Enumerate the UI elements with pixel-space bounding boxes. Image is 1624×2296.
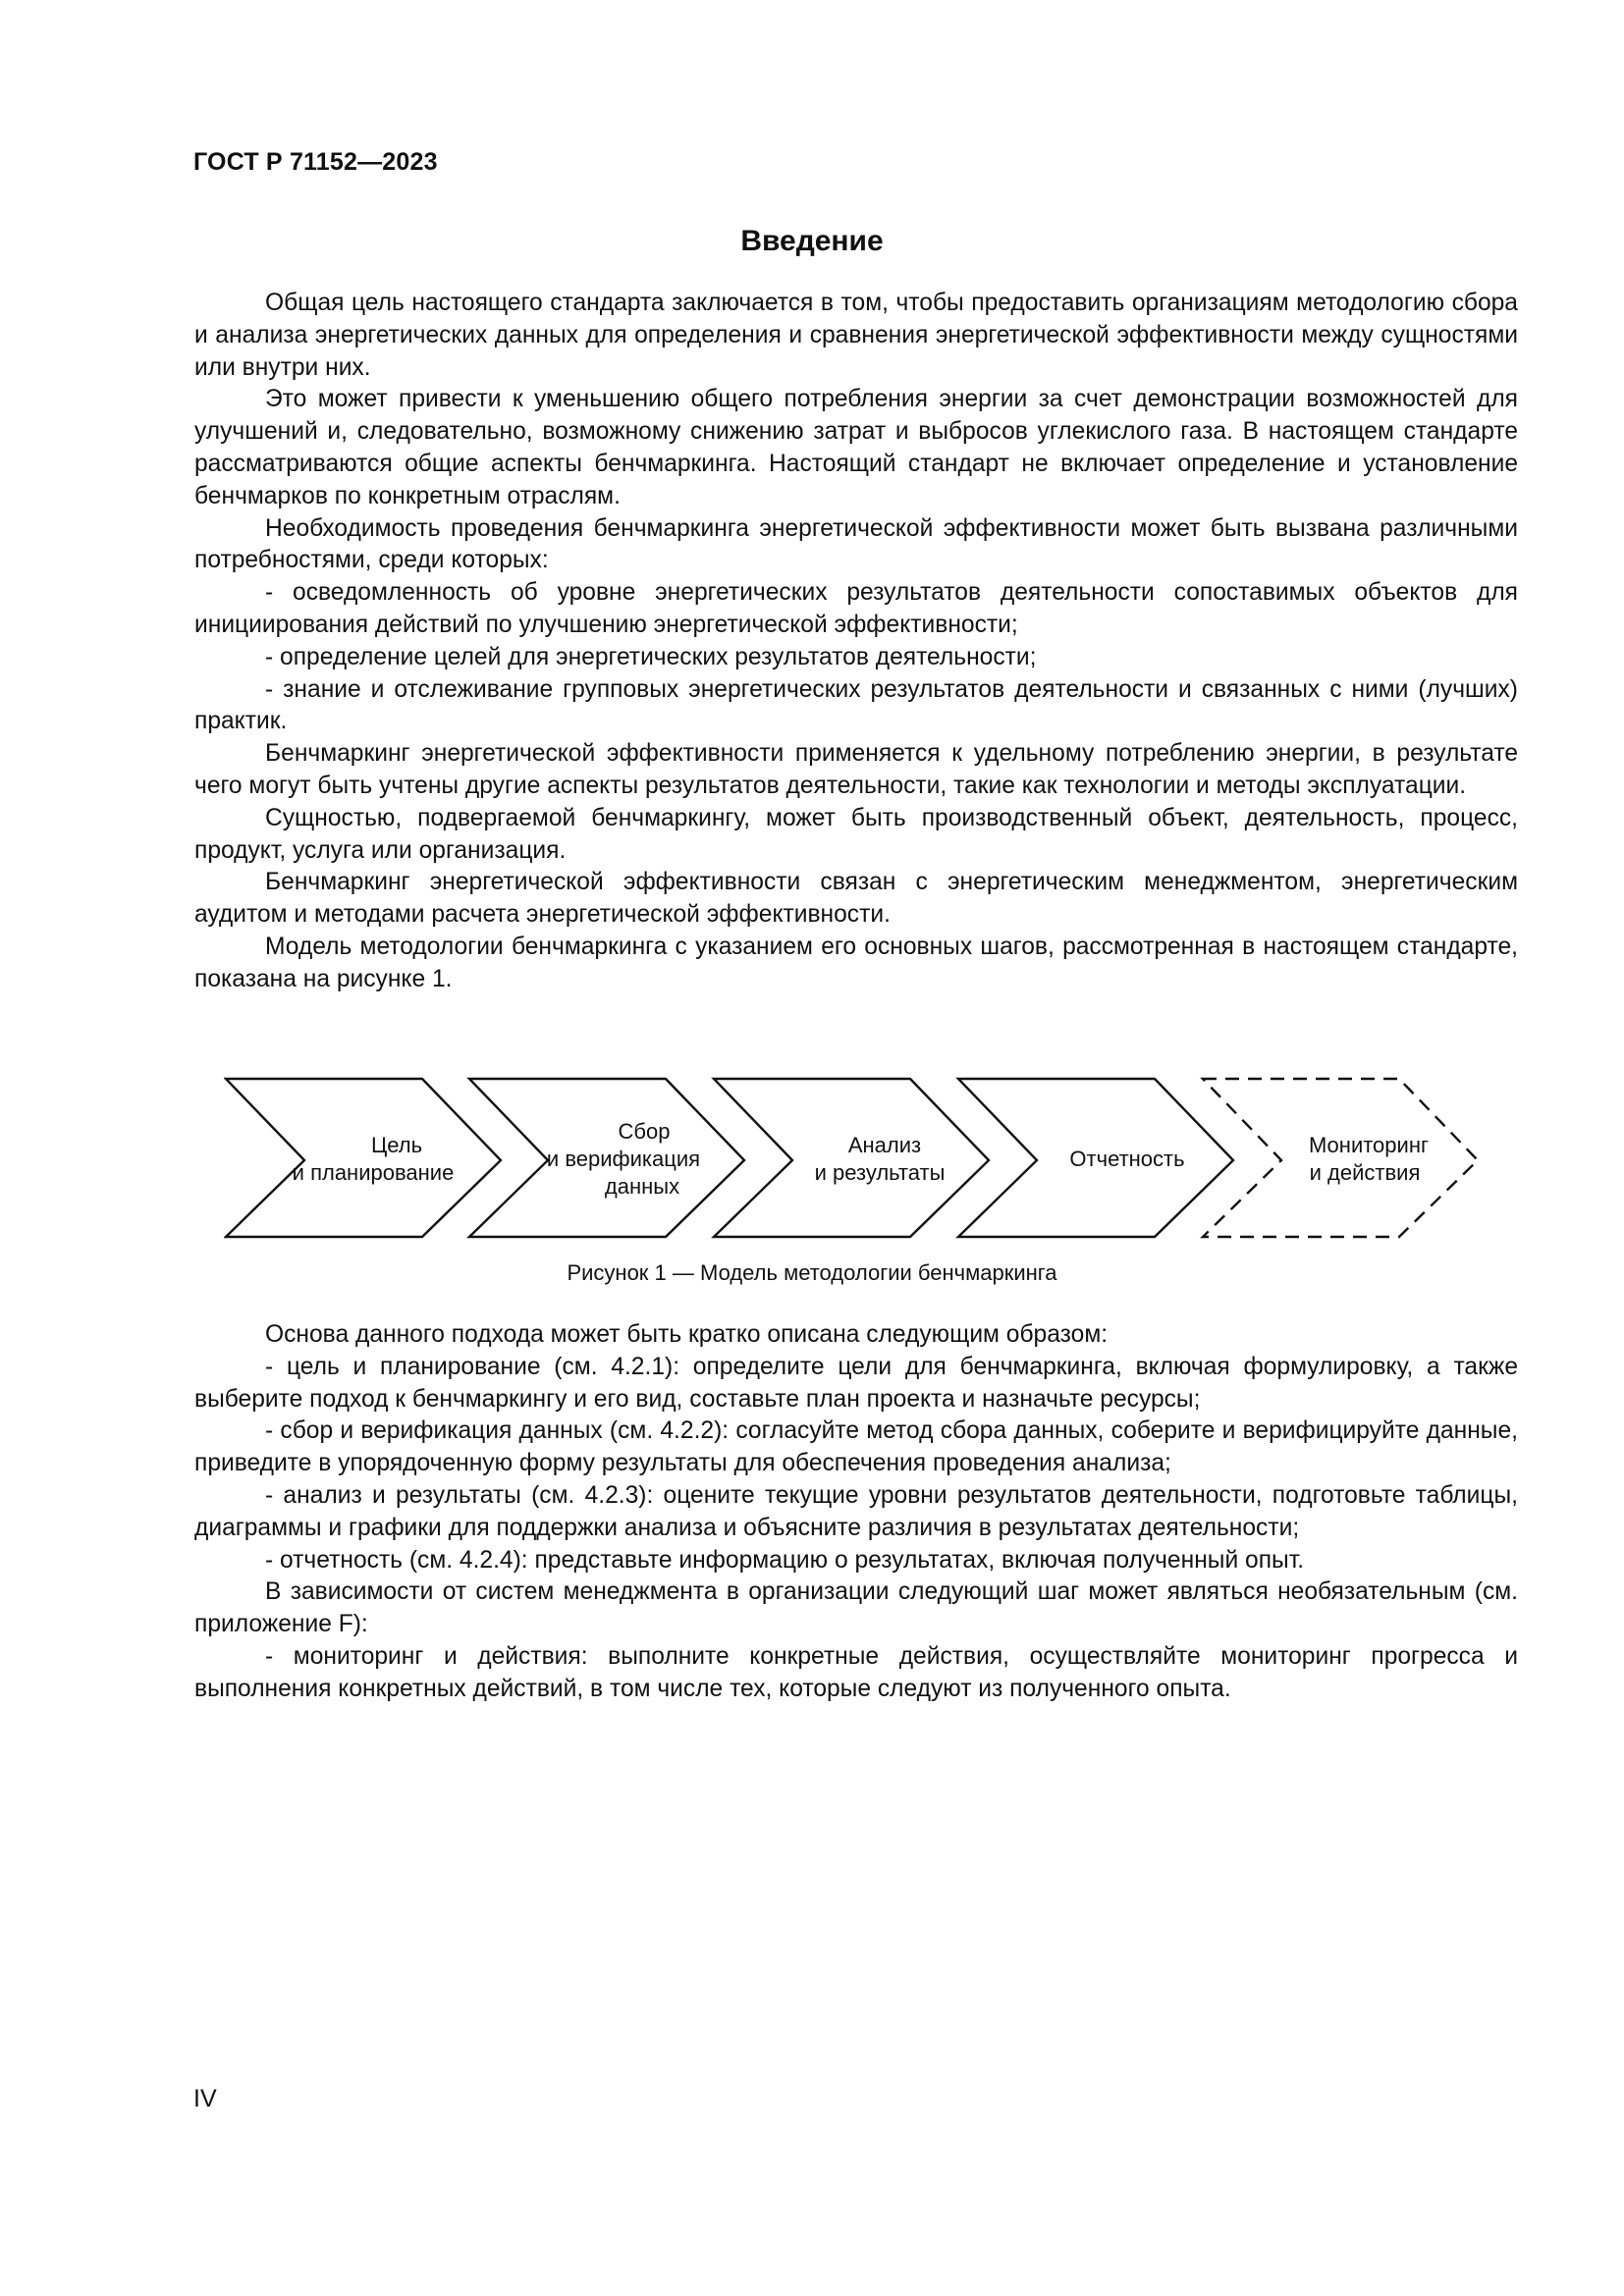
figure-caption: Рисунок 1 — Модель методологии бенчмаркинга bbox=[567, 1260, 1057, 1285]
step-label-collection-3: данных bbox=[604, 1174, 680, 1199]
chevron-monitoring-actions bbox=[1203, 1079, 1478, 1237]
step-label-collection-1: Сбор bbox=[618, 1119, 671, 1144]
intro-paragraph: Модель методологии бенчмаркинга с указанием его основных шагов, рассмотренная в настоящем стандарте, показана на рисунке 1. bbox=[194, 933, 1518, 992]
step-label-monitoring-2: и действия bbox=[1309, 1160, 1421, 1185]
basis-list-item: - цель и планирование (см. 4.2.1): определите цели для бенчмаркинга, включая формулировку, а также выберите подход к бенчмаркингу и его вид, составьте план проекта и назначьте ресурсы; bbox=[194, 1353, 1518, 1413]
intro-list-item: - знание и отслеживание групповых энергетических результатов деятельности и связанных с ними (лучших) практик. bbox=[194, 675, 1518, 735]
basis-list-item: - отчетность (см. 4.2.4): представьте информацию о результатах, включая полученный опыт. bbox=[265, 1546, 1305, 1574]
step-label-monitoring-1: Мониторинг bbox=[1308, 1133, 1430, 1157]
process-chevron-diagram bbox=[224, 1076, 1500, 1243]
step-label-reporting-1: Отчетность bbox=[1069, 1147, 1185, 1171]
page-number: IV bbox=[193, 2085, 217, 2112]
intro-list-item: - осведомленность об уровне энергетических результатов деятельности сопоставимых объектов для инициирования действий по улучшению энергетической эффективности; bbox=[194, 579, 1518, 638]
intro-paragraph: Бенчмаркинг энергетической эффективности применяется к удельному потреблению энергии, в результате чего могут быть учтены другие аспекты результатов деятельности, такие как технологии и методы эксплуатации. bbox=[194, 740, 1518, 799]
basis-list-item: - анализ и результаты (см. 4.2.3): оцените текущие уровни результатов деятельности, подготовьте таблицы, диаграммы и графики для поддержки анализа и объясните различия в результатах деятельности; bbox=[194, 1481, 1518, 1541]
basis-paragraph: Основа данного подхода может быть кратко описана следующим образом: bbox=[265, 1321, 1109, 1348]
intro-paragraph: Сущностью, подвергаемой бенчмаркингу, может быть производственный объект, деятельность, процесс, продукт, услуга или организация. bbox=[194, 804, 1518, 864]
basis-text bbox=[194, 1319, 1518, 1706]
intro-paragraph: Бенчмаркинг энергетической эффективности связан с энергетическим менеджментом, энергетическим аудитом и методами расчета энергетической эффективности. bbox=[194, 869, 1518, 929]
chevron-goal-planning bbox=[226, 1079, 501, 1237]
basis-paragraph: В зависимости от систем менеджмента в организации следующий шаг может являться необязательным (см. приложение F): bbox=[194, 1578, 1518, 1638]
intro-text bbox=[194, 288, 1518, 996]
step-label-analysis-2: и результаты bbox=[814, 1160, 946, 1185]
benchmarking-model-figure bbox=[224, 1076, 1500, 1243]
intro-list-item: - определение целей для энергетических результатов деятельности; bbox=[265, 643, 1037, 670]
step-label-collection-2: и верификация bbox=[546, 1147, 701, 1171]
step-label-goal-2: и планирование bbox=[292, 1160, 455, 1185]
intro-paragraph: Общая цель настоящего стандарта заключается в том, чтобы предоставить организациям методологию сбора и анализа энергетических данных для определения и сравнения энергетической эффективности между сущностями или внутри них. bbox=[194, 290, 1518, 381]
basis-list-item: - мониторинг и действия: выполните конкретные действия, осуществляйте мониторинг прогресса и выполнения конкретных действий, в том числе тех, которые следуют из полученного опыта. bbox=[194, 1642, 1518, 1702]
step-label-goal-1: Цель bbox=[370, 1133, 423, 1157]
intro-paragraph: Это может привести к уменьшению общего потребления энергии за счет демонстрации возможностей для улучшений и, следовательно, возможному снижению затрат и выбросов углекислого газа. В настоящем стандарте рассматриваются общие аспекты бенчмаркинга. Настоящий стандарт не включает определение и установление бенчмарков по конкретным отраслям. bbox=[194, 386, 1518, 509]
basis-list-item: - сбор и верификация данных (см. 4.2.2): согласуйте метод сбора данных, соберите и верифицируйте данные, приведите в упорядоченную форму результаты для обеспечения проведения анализа; bbox=[194, 1417, 1518, 1477]
section-title: Введение bbox=[740, 225, 884, 257]
chevron-analysis-results bbox=[714, 1079, 989, 1237]
intro-paragraph: Необходимость проведения бенчмаркинга энергетической эффективности может быть вызвана различными потребностями, среди которых: bbox=[194, 514, 1518, 574]
step-label-analysis-1: Анализ bbox=[847, 1133, 922, 1157]
document-code: ГОСТ Р 71152—2023 bbox=[193, 148, 438, 176]
